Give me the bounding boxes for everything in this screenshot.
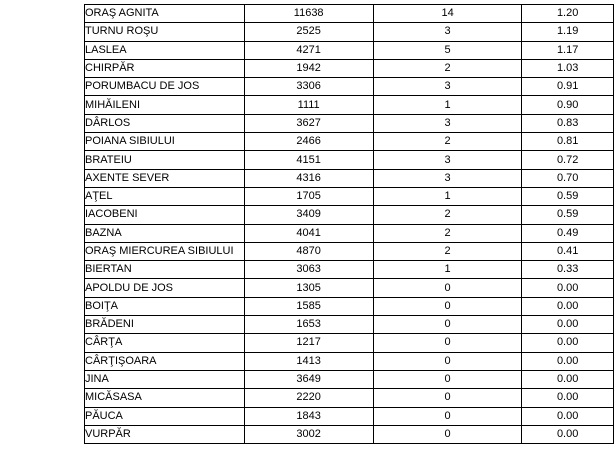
table-row (85, 242, 614, 260)
population-cell: 3002 (244, 425, 373, 443)
cases-cell: 0 (373, 425, 521, 443)
locality-name-cell: MIHĂILENI (85, 96, 245, 114)
cases-cell: 2 (373, 206, 521, 224)
locality-name-cell: CÂRŢIŞOARA (85, 352, 245, 370)
population-cell: 4041 (244, 224, 373, 242)
locality-name-cell: BAZNA (85, 224, 245, 242)
table-row (85, 389, 614, 407)
table-row (85, 425, 614, 443)
table-row (85, 352, 614, 370)
locality-name-cell: AXENTE SEVER (85, 169, 245, 187)
population-cell: 3063 (244, 261, 373, 279)
table-row (85, 5, 614, 23)
locality-name-cell: PORUMBACU DE JOS (85, 78, 245, 96)
population-cell: 1413 (244, 352, 373, 370)
table-row (85, 334, 614, 352)
locality-name-cell: ORAŞ AGNITA (85, 5, 245, 23)
cases-cell: 0 (373, 297, 521, 315)
cases-cell: 2 (373, 59, 521, 77)
population-cell: 4271 (244, 41, 373, 59)
table-body (85, 5, 614, 444)
population-cell: 1843 (244, 407, 373, 425)
rate-cell: 0.90 (522, 96, 614, 114)
population-cell: 1585 (244, 297, 373, 315)
cases-cell: 0 (373, 389, 521, 407)
table-row (85, 133, 614, 151)
locality-name-cell: ORAŞ MIERCUREA SIBIULUI (85, 242, 245, 260)
rate-cell: 0.70 (522, 169, 614, 187)
cases-cell: 0 (373, 334, 521, 352)
population-cell: 3409 (244, 206, 373, 224)
cases-cell: 1 (373, 96, 521, 114)
table-row (85, 206, 614, 224)
population-cell: 3306 (244, 78, 373, 96)
rate-cell: 1.03 (522, 59, 614, 77)
rate-cell: 0.83 (522, 114, 614, 132)
table-row (85, 169, 614, 187)
rate-cell: 0.59 (522, 206, 614, 224)
table-row (85, 407, 614, 425)
population-cell: 11638 (244, 5, 373, 23)
locality-name-cell: DÂRLOS (85, 114, 245, 132)
cases-cell: 0 (373, 279, 521, 297)
cases-cell: 3 (373, 151, 521, 169)
population-cell: 1111 (244, 96, 373, 114)
population-cell: 1217 (244, 334, 373, 352)
locality-name-cell: AŢEL (85, 187, 245, 205)
locality-name-cell: BIERTAN (85, 261, 245, 279)
cases-cell: 0 (373, 370, 521, 388)
rate-cell: 1.17 (522, 41, 614, 59)
cases-cell: 0 (373, 352, 521, 370)
locality-name-cell: APOLDU DE JOS (85, 279, 245, 297)
rate-cell: 0.49 (522, 224, 614, 242)
locality-name-cell: CÂRŢA (85, 334, 245, 352)
population-cell: 1653 (244, 316, 373, 334)
population-cell: 4870 (244, 242, 373, 260)
cases-cell: 3 (373, 169, 521, 187)
table-row (85, 187, 614, 205)
locality-name-cell: IACOBENI (85, 206, 245, 224)
table-row (85, 41, 614, 59)
locality-name-cell: TURNU ROŞU (85, 23, 245, 41)
rate-cell: 1.19 (522, 23, 614, 41)
rate-cell: 0.00 (522, 297, 614, 315)
population-cell: 2525 (244, 23, 373, 41)
cases-cell: 3 (373, 23, 521, 41)
cases-cell: 1 (373, 187, 521, 205)
cases-cell: 5 (373, 41, 521, 59)
table-row (85, 23, 614, 41)
locality-name-cell: MICĂSASA (85, 389, 245, 407)
cases-cell: 0 (373, 316, 521, 334)
population-cell: 4151 (244, 151, 373, 169)
rate-cell: 0.00 (522, 407, 614, 425)
locality-name-cell: BRĂDENI (85, 316, 245, 334)
population-cell: 1305 (244, 279, 373, 297)
cases-cell: 3 (373, 114, 521, 132)
table-row (85, 114, 614, 132)
locality-name-cell: JINA (85, 370, 245, 388)
localities-table (84, 4, 614, 444)
locality-name-cell: BRATEIU (85, 151, 245, 169)
cases-cell: 2 (373, 242, 521, 260)
population-cell: 3627 (244, 114, 373, 132)
table-row (85, 297, 614, 315)
table-row (85, 96, 614, 114)
rate-cell: 0.00 (522, 352, 614, 370)
rate-cell: 0.81 (522, 133, 614, 151)
table-row (85, 370, 614, 388)
table-row (85, 151, 614, 169)
table-row (85, 279, 614, 297)
cases-cell: 1 (373, 261, 521, 279)
cases-cell: 14 (373, 5, 521, 23)
rate-cell: 0.72 (522, 151, 614, 169)
cases-cell: 2 (373, 133, 521, 151)
rate-cell: 0.00 (522, 370, 614, 388)
cases-cell: 3 (373, 78, 521, 96)
locality-name-cell: PĂUCA (85, 407, 245, 425)
rate-cell: 0.00 (522, 425, 614, 443)
rate-cell: 0.00 (522, 389, 614, 407)
locality-name-cell: LASLEA (85, 41, 245, 59)
population-cell: 1705 (244, 187, 373, 205)
rate-cell: 0.59 (522, 187, 614, 205)
rate-cell: 0.41 (522, 242, 614, 260)
rate-cell: 0.00 (522, 316, 614, 334)
rate-cell: 0.00 (522, 279, 614, 297)
table-row (85, 261, 614, 279)
locality-name-cell: POIANA SIBIULUI (85, 133, 245, 151)
rate-cell: 1.20 (522, 5, 614, 23)
rate-cell: 0.33 (522, 261, 614, 279)
population-cell: 2220 (244, 389, 373, 407)
table-row (85, 224, 614, 242)
cases-cell: 0 (373, 407, 521, 425)
table-row (85, 316, 614, 334)
rate-cell: 0.00 (522, 334, 614, 352)
table-row (85, 78, 614, 96)
locality-name-cell: BOIŢA (85, 297, 245, 315)
table-row (85, 59, 614, 77)
population-cell: 4316 (244, 169, 373, 187)
population-cell: 3649 (244, 370, 373, 388)
population-cell: 1942 (244, 59, 373, 77)
cases-cell: 2 (373, 224, 521, 242)
population-cell: 2466 (244, 133, 373, 151)
locality-name-cell: VURPĂR (85, 425, 245, 443)
locality-name-cell: CHIRPĂR (85, 59, 245, 77)
rate-cell: 0.91 (522, 78, 614, 96)
